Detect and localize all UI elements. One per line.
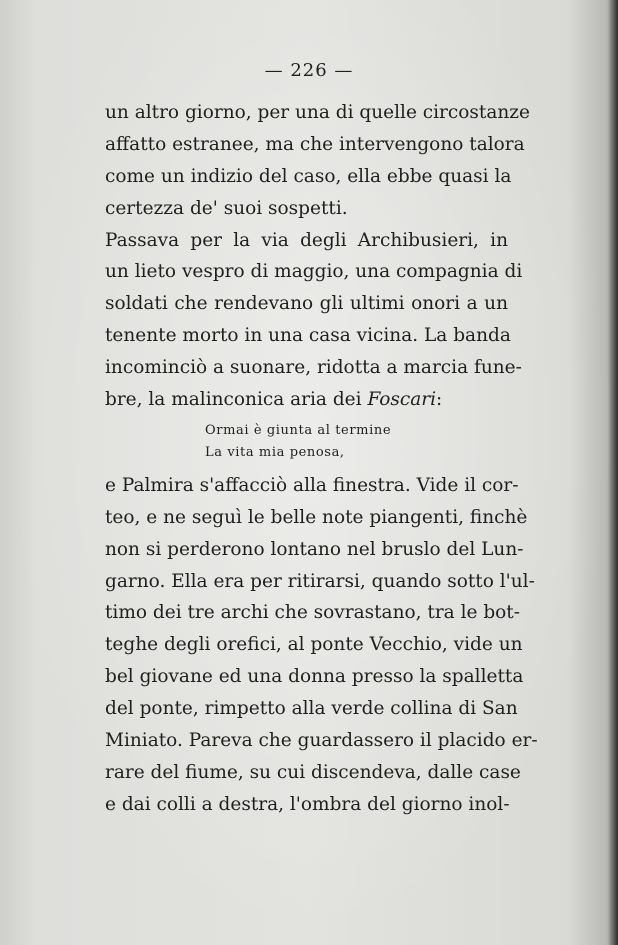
page-edge-shadow xyxy=(608,0,618,945)
text-line: del ponte, rimpetto alla verde collina di San xyxy=(105,698,518,720)
text-line: un altro giorno, per una di quelle circostanze xyxy=(105,102,530,123)
text-line: come un indizio del caso, ella ebbe quasi la xyxy=(105,165,512,187)
text-line: Passava per la via degli Archibusieri, in xyxy=(105,229,508,251)
text-line: soldati che rendevano gli ultimi onori a un xyxy=(105,293,508,315)
text-run: bre, la malinconica aria dei xyxy=(105,389,368,411)
opera-title: Foscari xyxy=(367,389,437,411)
text-line: garno. Ella era per ritirarsi, quando sotto l'ul- xyxy=(105,570,535,592)
text-run: : xyxy=(436,389,443,411)
paragraph-3 xyxy=(105,470,538,821)
verse-line: La vita mia penosa, xyxy=(205,444,345,460)
text-line: teghe degli orefici, al ponte Vecchio, vide un xyxy=(105,634,523,656)
text-line: non si perderono lontano nel bruslo del Lun- xyxy=(105,538,524,560)
text-line: e dai colli a destra, l'ombra del giorno inol- xyxy=(105,793,510,815)
paragraph-1 xyxy=(105,97,530,225)
verse-line: Ormai è giunta al termine xyxy=(205,422,392,438)
text-line: e Palmira s'affacciò alla finestra. Vide il cor- xyxy=(105,474,519,496)
text-line: timo dei tre archi che sovrastano, tra le bot- xyxy=(105,602,520,624)
text-line: bel giovane ed una donna presso la spalletta xyxy=(105,666,524,688)
text-line: rare del fiume, su cui discendeva, dalle case xyxy=(105,761,521,783)
body-text xyxy=(105,97,538,821)
text-line xyxy=(105,384,508,416)
text-line: certezza de' suoi sospetti. xyxy=(105,197,348,219)
text-line: tenente morto in una casa vicina. La banda xyxy=(105,325,511,347)
text-line: affatto estranee, ma che intervengono talora xyxy=(105,133,525,155)
verse-quote xyxy=(105,420,508,464)
paragraph-2 xyxy=(105,225,523,416)
text-line: un lieto vespro di maggio, una compagnia di xyxy=(105,261,523,283)
text-line: teo, e ne seguì le belle note piangenti, finchè xyxy=(105,506,528,528)
text-line: incominciò a suonare, ridotta a marcia fune- xyxy=(105,357,522,379)
page-number: — 226 — xyxy=(264,60,354,81)
text-line: Miniato. Pareva che guardassero il placido er- xyxy=(105,730,538,752)
